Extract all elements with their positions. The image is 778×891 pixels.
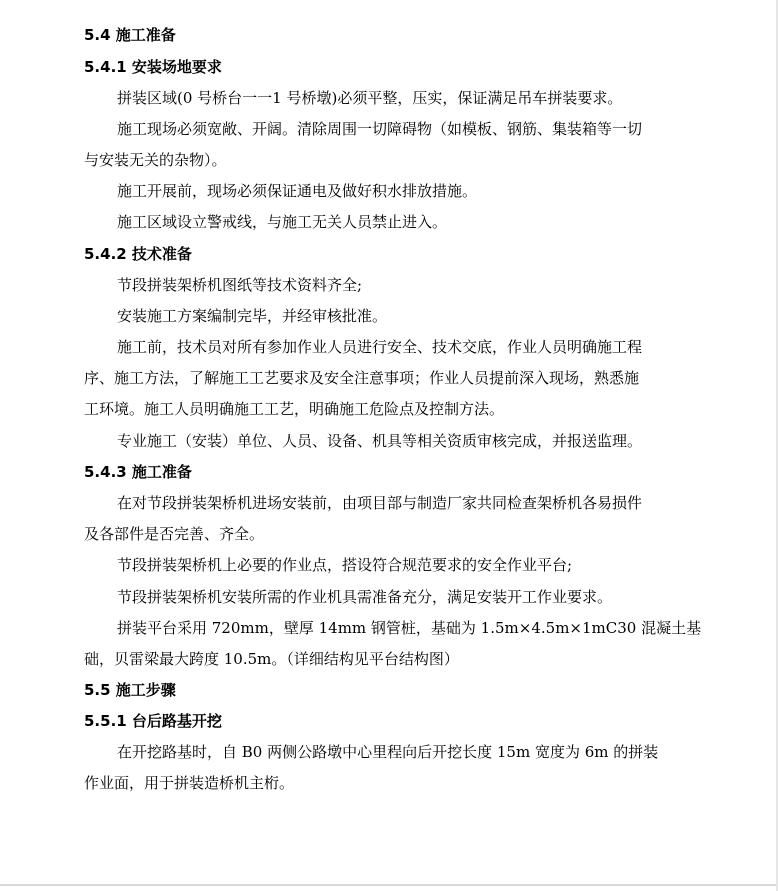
paragraph-line: 在开挖路基时，自 B0 两侧公路墩中心里程向后开挖长度 15m 宽度为 6m 的拼装 [117, 743, 659, 761]
paragraph-line: 施工现场必须宽敞、开阔。清除周围一切障碍物（如模板、钢筋、集装箱等一切 [117, 120, 643, 138]
paragraph-line: 工环境。施工人员明确施工工艺，明确施工危险点及控制方法。 [84, 400, 505, 418]
paragraph-line: 施工前，技术员对所有参加作业人员进行安全、技术交底，作业人员明确施工程 [117, 338, 643, 356]
paragraph-line: 安装施工方案编制完毕，并经审核批准。 [117, 307, 388, 325]
paragraph-line: 施工区域设立警戒线，与施工无关人员禁止进入。 [117, 213, 448, 231]
paragraph-line: 在对节段拼装架桥机进场安装前，由项目部与制造厂家共同检查架桥机各易损件 [117, 494, 643, 512]
paragraph-line: 施工开展前，现场必须保证通电及做好积水排放措施。 [117, 182, 478, 200]
subsection-heading-5-4-3: 5.4.3 施工准备 [84, 463, 192, 481]
paragraph-line: 节段拼装架桥机图纸等技术资料齐全; [117, 276, 363, 294]
paragraph-line: 与安装无关的杂物）。 [84, 151, 227, 169]
paragraph-line: 专业施工（安装）单位、人员、设备、机具等相关资质审核完成，并报送监理。 [117, 432, 643, 450]
section-heading-5-5: 5.5 施工步骤 [84, 681, 176, 699]
subsection-heading-5-5-1: 5.5.1 台后路基开挖 [84, 712, 222, 730]
paragraph-line: 作业面，用于拼装造桥机主桁。 [84, 774, 295, 792]
paragraph-line: 础，贝雷梁最大跨度 10.5m。（详细结构见平台结构图） [84, 650, 459, 668]
paragraph-line: 及各部件是否完善、齐全。 [84, 525, 265, 543]
paragraph-line: 拼装平台采用 720mm，壁厚 14mm 钢管桩，基础为 1.5m×4.5m×1mC30 混凝土基 [117, 619, 702, 637]
paragraph-line: 节段拼装架桥机安装所需的作业机具需准备充分，满足安装开工作业要求。 [117, 588, 613, 606]
page-bottom-edge [0, 884, 778, 886]
subsection-heading-5-4-1: 5.4.1 安装场地要求 [84, 58, 222, 76]
paragraph-line: 节段拼装架桥机上必要的作业点，搭设符合规范要求的安全作业平台; [117, 556, 573, 574]
paragraph-line: 序、施工方法，了解施工工艺要求及安全注意事项；作业人员提前深入现场，熟悉施 [84, 369, 640, 387]
paragraph-line: 拼装区域(0 号桥台一一1 号桥墩)必须平整，压实，保证满足吊车拼装要求。 [117, 89, 623, 107]
section-heading-5-4: 5.4 施工准备 [84, 26, 176, 44]
subsection-heading-5-4-2: 5.4.2 技术准备 [84, 245, 192, 263]
